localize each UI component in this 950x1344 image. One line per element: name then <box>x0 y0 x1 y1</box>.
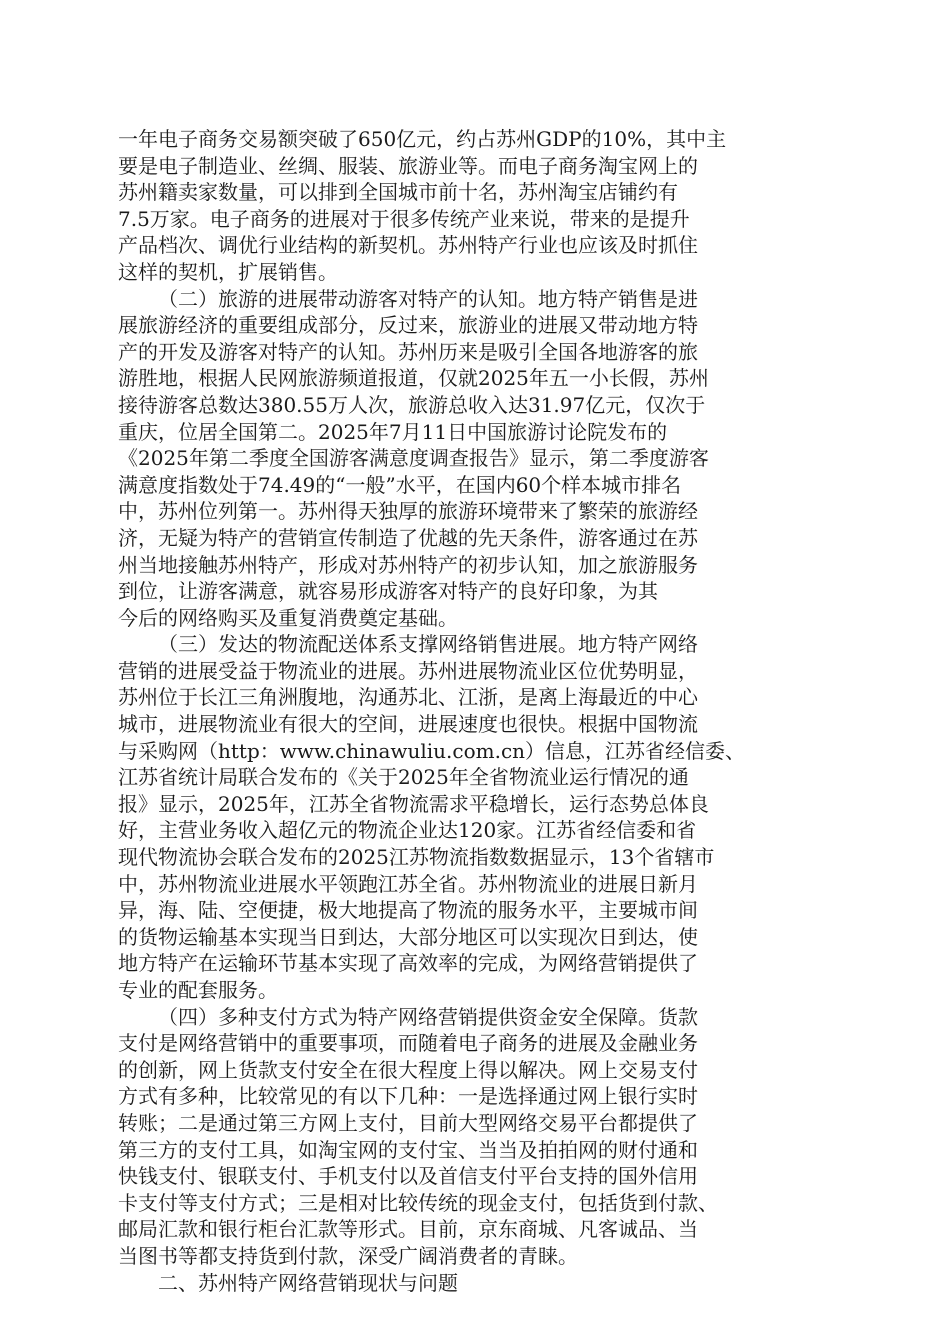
text-line: 一年电子商务交易额突破了650亿元，约占苏州GDP的10%，其中主 <box>118 127 727 151</box>
text-line: 第三方的支付工具，如淘宝网的支付宝、当当及拍拍网的财付通和 <box>118 1137 698 1162</box>
paragraph-start-line: （四）多种支付方式为特产网络营销提供资金安全保障。货款 <box>158 1004 698 1029</box>
text-line: 《2025年第二季度全国游客满意度调查报告》显示，第二季度游客 <box>118 446 709 471</box>
text-line: 专业的配套服务。 <box>118 978 278 1002</box>
text-line: 重庆，位居全国第二。2025年7月11日中国旅游讨论院发布的 <box>118 419 668 444</box>
text-line: 江苏省统计局联合发布的《关于2025年全省物流业运行情况的通 <box>118 765 689 790</box>
text-line: 的货物运输基本实现当日到达，大部分地区可以实现次日到达，使 <box>118 924 698 949</box>
text-line: 异，海、陆、空便捷，极大地提高了物流的服务水平，主要城市间 <box>118 898 698 923</box>
text-line: 好，主营业务收入超亿元的物流企业达120家。江苏省经信委和省 <box>118 818 697 843</box>
text-line: 方式有多种，比较常见的有以下几种：一是选择通过网上银行实时 <box>118 1084 698 1109</box>
paragraph-start-line: （三）发达的物流配送体系支撑网络销售进展。地方特产网络 <box>158 632 698 657</box>
text-line: 中，苏州物流业进展水平领跑江苏全省。苏州物流业的进展日新月 <box>118 871 698 896</box>
text-line: 游胜地，根据人民网旅游频道报道，仅就2025年五一小长假，苏州 <box>118 366 709 391</box>
text-line: 苏州籍卖家数量，可以排到全国城市前十名，苏州淘宝店铺约有 <box>118 180 678 205</box>
text-line: 苏州位于长江三角洲腹地，沟通苏北、江浙，是离上海最近的中心 <box>118 685 698 710</box>
text-line: 接待游客总数达380.55万人次，旅游总收入达31.97亿元，仅次于 <box>118 392 706 417</box>
text-line: 产品档次、调优行业结构的新契机。苏州特产行业也应该及时抓住 <box>118 233 698 258</box>
text-line: 当图书等都支持货到付款，深受广阔消费者的青睐。 <box>118 1243 578 1268</box>
text-line: 要是电子制造业、丝绸、服装、旅游业等。而电子商务淘宝网上的 <box>118 153 698 178</box>
text-line: 卡支付等支付方式；三是相对比较传统的现金支付，包括货到付款、 <box>118 1190 718 1215</box>
text-line: 这样的契机，扩展销售。 <box>118 259 338 284</box>
text-line: 7.5万家。电子商务的进展对于很多传统产业来说，带来的是提升 <box>118 206 690 231</box>
text-line: 转账；二是通过第三方网上支付，目前大型网络交易平台都提供了 <box>118 1110 698 1135</box>
text-line: 现代物流协会联合发布的2025江苏物流指数数据显示，13个省辖市 <box>118 845 715 870</box>
text-line: 城市，进展物流业有很大的空间，进展速度也很快。根据中国物流 <box>118 712 698 737</box>
text-line: 到位，让游客满意，就容易形成游客对特产的良好印象，为其 <box>118 579 658 604</box>
text-line: 地方特产在运输环节基本实现了高效率的完成，为网络营销提供了 <box>118 951 698 976</box>
paragraph-start-line: 二、苏州特产网络营销现状与问题 <box>158 1270 458 1295</box>
paragraph-start-line: （二）旅游的进展带动游客对特产的认知。地方特产销售是进 <box>158 286 698 311</box>
text-line: 中，苏州位列第一。苏州得天独厚的旅游环境带来了繁荣的旅游经 <box>118 499 698 524</box>
text-line: 产的开发及游客对特产的认知。苏州历来是吸引全国各地游客的旅 <box>118 339 698 364</box>
text-line: 支付是网络营销中的重要事项，而随着电子商务的进展及金融业务 <box>118 1031 698 1056</box>
document-body <box>118 126 832 1296</box>
text-line: 与采购网（http：www.chinawuliu.com.cn）信息，江苏省经信委、 <box>118 738 746 763</box>
text-line: 的创新，网上货款支付安全在很大程度上得以解决。网上交易支付 <box>118 1057 698 1082</box>
text-line: 今后的网络购买及重复消费奠定基础。 <box>118 605 458 630</box>
text-line: 邮局汇款和银行柜台汇款等形式。目前，京东商城、凡客诚品、当 <box>118 1217 698 1242</box>
text-line: 满意度指数处于74.49的“一般”水平，在国内60个样本城市排名 <box>118 472 682 497</box>
text-line: 快钱支付、银联支付、手机支付以及首信支付平台支持的国外信用 <box>118 1164 698 1189</box>
text-line: 展旅游经济的重要组成部分，反过来，旅游业的进展又带动地方特 <box>118 313 698 338</box>
text-line: 营销的进展受益于物流业的进展。苏州进展物流业区位优势明显， <box>118 658 698 683</box>
text-line: 报》显示，2025年，江苏全省物流需求平稳增长，运行态势总体良 <box>118 791 709 816</box>
text-line: 州当地接触苏州特产，形成对苏州特产的初步认知，加之旅游服务 <box>118 552 698 577</box>
text-line: 济，无疑为特产的营销宣传制造了优越的先天条件，游客通过在苏 <box>118 525 698 550</box>
